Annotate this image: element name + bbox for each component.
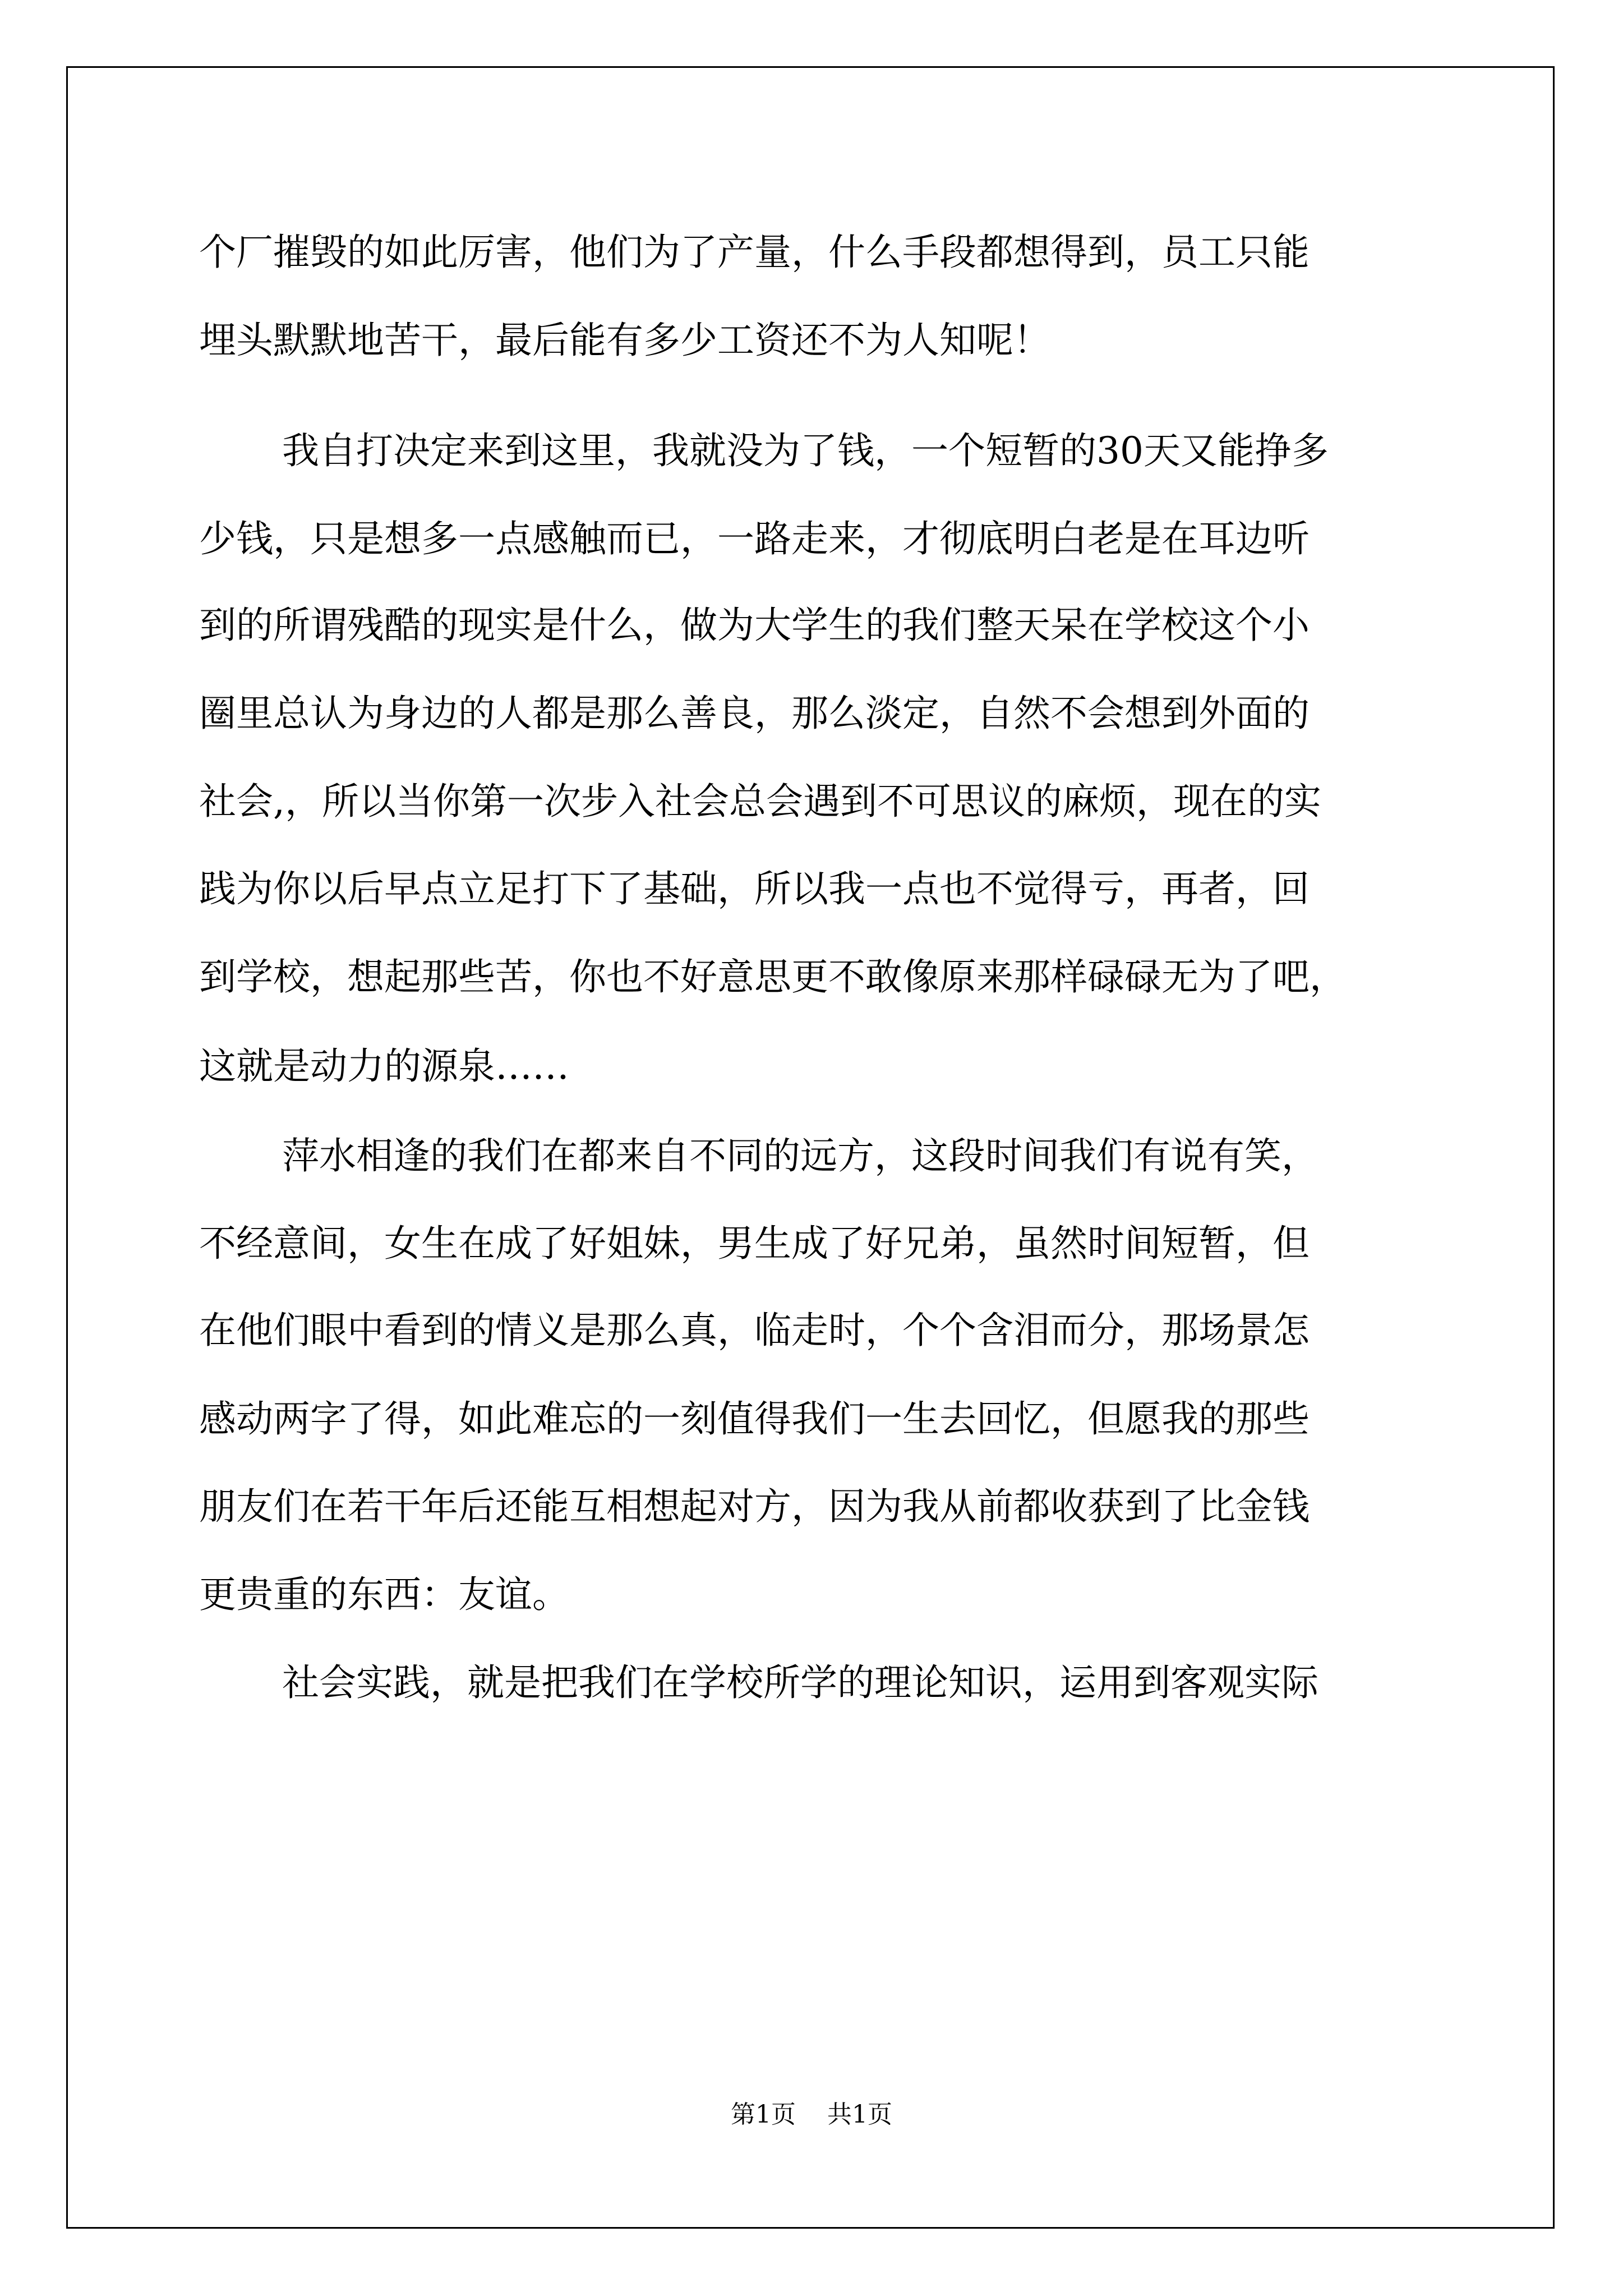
page-number-label: 第1页 (731, 2100, 796, 2129)
text-line: 社会,，所以当你第一次步入社会总会遇到不可思议的麻烦，现在的实 (199, 780, 1321, 823)
text-line: 在他们眼中看到的情义是那么真，临走时，个个含泪而分，那场景怎 (199, 1309, 1310, 1352)
paragraph-start-line: 我自打决定来到这里，我就没为了钱，一个短暂的30天又能挣多 (282, 429, 1329, 472)
text-line: 更贵重的东西：友谊。 (199, 1573, 569, 1616)
text-line: 到的所谓残酷的现实是什么，做为大学生的我们整天呆在学校这个小 (199, 604, 1310, 647)
total-pages-label: 共1页 (827, 2100, 892, 2129)
text-line: 埋头默默地苦干，最后能有多少工资还不为人知呢！ (199, 319, 1050, 362)
text-line: 朋友们在若干年后还能互相想起对方，因为我从前都收获到了比金钱 (199, 1485, 1310, 1528)
page-footer (0, 2099, 1623, 2131)
text-line: 个厂摧毁的如此厉害，他们为了产量，什么手段都想得到，员工只能 (199, 231, 1310, 274)
paragraph-start-line: 萍水相逢的我们在都来自不同的远方，这段时间我们有说有笑， (282, 1134, 1318, 1177)
text-line: 践为你以后早点立足打下了基础，所以我一点也不觉得亏，再者，回 (199, 867, 1310, 910)
text-line: 感动两字了得，如此难忘的一刻值得我们一生去回忆，但愿我的那些 (199, 1397, 1310, 1441)
paragraph-start-line: 社会实践，就是把我们在学校所学的理论知识，运用到客观实际 (282, 1661, 1318, 1704)
text-line: 少钱，只是想多一点感触而已，一路走来，才彻底明白老是在耳边听 (199, 517, 1310, 560)
text-line: 不经意间，女生在成了好姐妹，男生成了好兄弟，虽然时间短暂，但 (199, 1222, 1310, 1265)
text-line: 这就是动力的源泉…… (199, 1045, 569, 1088)
text-line: 到学校，想起那些苦，你也不好意思更不敢像原来那样碌碌无为了吧， (199, 955, 1347, 999)
text-line: 圈里总认为身边的人都是那么善良，那么淡定，自然不会想到外面的 (199, 692, 1310, 735)
